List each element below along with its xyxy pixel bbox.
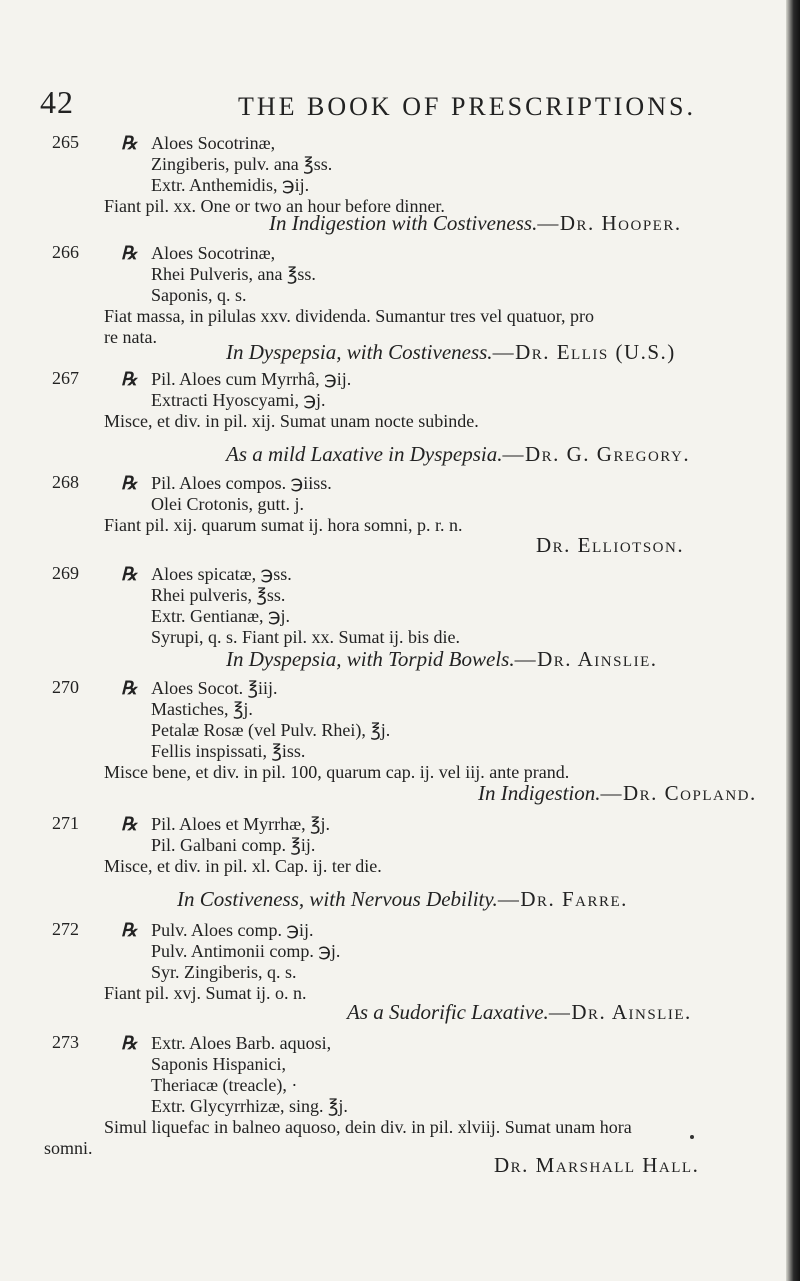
prescription-line: [121, 813, 330, 835]
prescription-text: Misce, et div. in pil. xl. Cap. ij. ter die.: [104, 856, 382, 876]
prescription-number: 271: [52, 813, 79, 833]
prescription-line: [151, 263, 316, 285]
prescription-text: Pil. Aloes cum Myrrhâ, ℈ij.: [151, 369, 352, 389]
prescription-line: [121, 677, 278, 699]
prescription-number: 270: [52, 677, 79, 697]
prescription-line: [121, 1032, 331, 1054]
prescription-heading: [177, 886, 628, 912]
prescription-text: Pulv. Antimonii comp. ℈j.: [151, 941, 341, 961]
indication-title: In Costiveness, with Nervous Debility.: [177, 887, 498, 911]
author-attribution: —Dr. Copland.: [600, 781, 757, 805]
recipe-symbol: ℞: [121, 369, 138, 389]
prescription-text: Rhei pulveris, ℥ss.: [151, 585, 286, 605]
prescription-heading: [536, 532, 684, 558]
recipe-symbol: ℞: [121, 564, 138, 584]
prescription-line: [121, 368, 351, 390]
prescription-line: [121, 563, 292, 585]
prescription-heading: [478, 780, 757, 806]
prescription-text: Aloes spicatæ, ℈ss.: [151, 564, 292, 584]
running-title: THE BOOK OF PRESCRIPTIONS.: [238, 92, 696, 121]
recipe-symbol: ℞: [121, 678, 138, 698]
prescription-line: [151, 626, 460, 648]
prescription-line: [151, 389, 326, 411]
prescription-line: [151, 1095, 348, 1117]
indication-title: In Indigestion with Costiveness.: [269, 211, 538, 235]
prescription-line: [151, 834, 315, 856]
prescription-text: Extr. Gentianæ, ℈j.: [151, 606, 291, 626]
prescription-text: Simul liquefac in balneo aquoso, dein div. in pil. xlviij. Sumat unam hora: [104, 1117, 632, 1137]
indication-title: In Dyspepsia, with Torpid Bowels.: [226, 647, 515, 671]
prescription-line: [151, 961, 297, 983]
prescription-line: [104, 305, 594, 327]
prescription-line: [151, 1074, 297, 1096]
prescription-text: Extr. Aloes Barb. aquosi,: [151, 1033, 332, 1053]
prescription-text: Saponis, q. s.: [151, 285, 247, 305]
prescription-line: [151, 584, 285, 606]
prescription-line: [151, 740, 305, 762]
prescription-line: [104, 982, 307, 1004]
prescription-line: [44, 1137, 93, 1159]
prescription-line: [104, 855, 382, 877]
prescription-text: Pil. Aloes compos. ℈iiss.: [151, 473, 332, 493]
recipe-symbol: ℞: [121, 814, 138, 834]
prescription-text: re nata.: [104, 327, 157, 347]
prescription-number: 267: [52, 368, 79, 388]
prescription-text: Fiant pil. xx. One or two an hour before dinner.: [104, 196, 445, 216]
prescription-line: [104, 1116, 632, 1138]
prescription-text: Extr. Glycyrrhizæ, sing. ℥j.: [151, 1096, 348, 1116]
prescription-text: Pulv. Aloes comp. ℈ij.: [151, 920, 314, 940]
prescription-line: [151, 698, 253, 720]
recipe-symbol: ℞: [121, 1033, 138, 1053]
prescription-text: somni.: [44, 1138, 93, 1158]
prescription-line: [104, 514, 462, 536]
author-attribution: —Dr. Ainslie.: [548, 1000, 692, 1024]
author-attribution: Dr. Marshall Hall.: [494, 1153, 700, 1177]
prescription-text: Mastiches, ℥j.: [151, 699, 253, 719]
prescription-line: [151, 493, 304, 515]
prescription-heading: [494, 1152, 699, 1178]
prescription-text: Fellis inspissati, ℥iss.: [151, 741, 306, 761]
indication-title: In Dyspepsia, with Costiveness.: [226, 340, 493, 364]
prescription-heading: [347, 999, 692, 1025]
prescription-text: Aloes Socotrinæ,: [151, 243, 276, 263]
prescription-number: 273: [52, 1032, 79, 1052]
prescription-text: Theriacæ (treacle), ·: [151, 1075, 298, 1095]
prescription-text: Petalæ Rosæ (vel Pulv. Rhei), ℥j.: [151, 720, 391, 740]
author-attribution: —Dr. Ainslie.: [514, 647, 658, 671]
prescription-line: [151, 153, 332, 175]
ink-speck: [690, 1135, 694, 1139]
prescription-line: [121, 132, 275, 154]
prescription-text: Zingiberis, pulv. ana ℥ss.: [151, 154, 333, 174]
prescription-text: Pil. Aloes et Myrrhæ, ℥j.: [151, 814, 331, 834]
prescription-line: [121, 242, 275, 264]
page-edge-shadow: [786, 0, 800, 1281]
prescription-text: Aloes Socotrinæ,: [151, 133, 276, 153]
prescription-line: [104, 410, 479, 432]
indication-title: As a mild Laxative in Dyspepsia.: [226, 442, 503, 466]
prescription-text: Pil. Galbani comp. ℥ij.: [151, 835, 316, 855]
indication-title: As a Sudorific Laxative.: [347, 1000, 549, 1024]
recipe-symbol: ℞: [121, 133, 138, 153]
author-attribution: —Dr. Farre.: [497, 887, 628, 911]
prescription-line: [121, 919, 314, 941]
prescription-text: Olei Crotonis, gutt. j.: [151, 494, 304, 514]
author-attribution: Dr. Elliotson.: [536, 533, 685, 557]
recipe-symbol: ℞: [121, 920, 138, 940]
prescription-text: Syr. Zingiberis, q. s.: [151, 962, 297, 982]
recipe-symbol: ℞: [121, 473, 138, 493]
prescription-text: Saponis Hispanici,: [151, 1054, 286, 1074]
prescription-text: Fiant pil. xvj. Sumat ij. o. n.: [104, 983, 307, 1003]
prescription-text: Extr. Anthemidis, ℈ij.: [151, 175, 310, 195]
prescription-heading: [269, 210, 682, 236]
recipe-symbol: ℞: [121, 243, 138, 263]
prescription-text: Fiant pil. xij. quarum sumat ij. hora somni, p. r. n.: [104, 515, 463, 535]
prescription-line: [151, 605, 290, 627]
indication-title: In Indigestion.: [478, 781, 601, 805]
prescription-text: Syrupi, q. s. Fiant pil. xx. Sumat ij. bis die.: [151, 627, 461, 647]
prescription-line: [104, 326, 157, 348]
prescription-text: Rhei Pulveris, ana ℥ss.: [151, 264, 316, 284]
prescription-line: [151, 719, 390, 741]
prescription-text: Fiat massa, in pilulas xxv. dividenda. Sumantur tres vel quatuor, pro: [104, 306, 595, 326]
prescription-number: 272: [52, 919, 79, 939]
author-attribution: —Dr. Ellis (U.S.): [492, 340, 676, 364]
prescription-line: [151, 940, 340, 962]
prescription-heading: [226, 339, 676, 365]
prescription-number: 265: [52, 132, 79, 152]
prescription-line: [151, 1053, 286, 1075]
author-attribution: —Dr. Hooper.: [537, 211, 682, 235]
prescription-text: Misce bene, et div. in pil. 100, quarum cap. ij. vel iij. ante prand.: [104, 762, 570, 782]
prescription-number: 269: [52, 563, 79, 583]
prescription-text: Aloes Socot. ℥iij.: [151, 678, 278, 698]
prescription-text: Misce, et div. in pil. xij. Sumat unam nocte subinde.: [104, 411, 479, 431]
prescription-heading: [226, 441, 690, 467]
page-number: 42: [40, 84, 74, 120]
prescription-line: [121, 472, 332, 494]
page-header: [0, 84, 790, 124]
prescription-number: 266: [52, 242, 79, 262]
prescription-heading: [226, 646, 658, 672]
prescription-number: 268: [52, 472, 79, 492]
author-attribution: —Dr. G. Gregory.: [502, 442, 691, 466]
prescription-line: [151, 284, 247, 306]
prescription-text: Extracti Hyoscyami, ℈j.: [151, 390, 326, 410]
prescription-line: [151, 174, 309, 196]
